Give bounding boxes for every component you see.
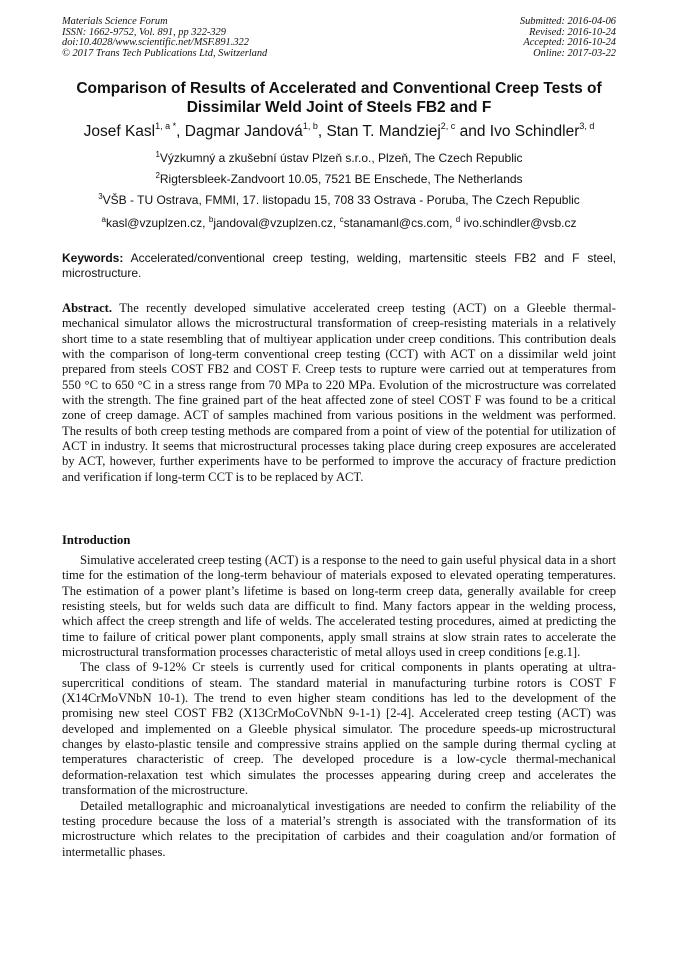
affiliation: [40, 193, 638, 207]
journal-name: Materials Science Forum: [62, 16, 168, 27]
date-revised: Revised: 2016-10-24: [529, 26, 616, 38]
journal-header-right: [520, 17, 616, 59]
email-link[interactable]: jandoval@vzuplzen.cz,: [213, 216, 340, 230]
intro-paragraph: Simulative accelerated creep testing (ACT) is a response to the need to gain useful physical data in a short time for the estimation of the long-term behaviour of materials exposed to elevated operating temperatures. The estimation of a power plant’s lifetime is based on long-term creep data, generally available for creep resisting steels, but for welds such data are difficult to find. Many factors appear in the welding process, which affect the creep strength and life of welds. The accelerated testing procedures, aimed at predicting the time to failure of critical power plant components, apply small strains at slow strain rates to accelerate the microstructural transformation processes characteristic of metal alloys used in creep conditions [e.g.1].: [62, 553, 616, 660]
intro-paragraph: Detailed metallographic and microanalytical investigations are needed to confirm the reliability of the testing procedure because the loss of a material’s strength is associated with the transformation of its microstructure which relates to the precipitation of carbides and their coagulation and/or formation of intermetallic phases.: [62, 798, 616, 859]
author-marker: 2, c: [440, 121, 456, 131]
journal-doi: doi:10.4028/www.scientific.net/MSF.891.322: [62, 37, 249, 49]
date-online: Online: 2017-03-22: [533, 47, 616, 59]
email-marker: c: [339, 215, 344, 224]
paper-title: Comparison of Results of Accelerated and Conventional Creep Tests of Dissimilar Weld Joint of Steels FB2 and F: [76, 80, 602, 116]
author-marker: 1, a *: [155, 121, 177, 131]
date-submitted: Submitted: 2016-04-06: [519, 16, 616, 27]
author-name: Stan T. Mandziej: [326, 123, 441, 140]
affiliation-marker: 3: [98, 192, 103, 201]
intro-paragraph: The class of 9-12% Cr steels is currently used for critical components in plants operating at ultra-supercritical conditions of steam. The standard material in manufacturing turbine rotors is COST F (X14CrMoVNbN 10-1). The trend to even higher steam conditions has led to the development of the promising new steel COST FB2 (X13CrMoCoVNbN 9-1-1) [2-4]. Accelerated creep testing (ACT) was developed and implemented on a Gleeble physical simulator. The procedure speeds-up microstructural changes by elasto-plastic tensile and compressive strains applied on the sample during thermal cycling at temperatures characteristic of creep. The developed procedure is a low-cycle thermal-mechanical deformation-relaxation test which simulates the processes appearing during creep and accelerates the transformation of the microstructure.: [62, 660, 616, 798]
date-accepted: Accepted: 2016-10-24: [523, 37, 616, 49]
keywords: [62, 251, 616, 280]
keywords-label: Keywords:: [62, 251, 124, 265]
affiliation-text: Výzkumný a zkušební ústav Plzeň s.r.o., Plzeň, The Czech Republic: [159, 151, 523, 165]
author-name: Josef Kasl: [83, 123, 156, 140]
author-separator: ,: [317, 123, 327, 140]
affiliation-marker: 2: [155, 171, 160, 180]
keywords-text: Accelerated/conventional creep testing, welding, martensitic steels FB2 and F steel, microstructure.: [62, 251, 616, 280]
author-marker: 1, b: [302, 121, 318, 131]
author-list: [40, 122, 638, 142]
email-marker: a: [101, 215, 106, 224]
author-separator: and: [455, 123, 490, 140]
email-link[interactable]: ivo.schindler@vsb.cz: [460, 216, 577, 230]
affiliation: [40, 172, 638, 186]
journal-issn: ISSN: 1662-9752, Vol. 891, pp 322-329: [62, 26, 226, 38]
abstract: [62, 301, 616, 485]
author-emails: [40, 216, 638, 230]
author-separator: ,: [176, 123, 185, 140]
affiliation: [40, 151, 638, 165]
email-link[interactable]: stanamanl@cs.com,: [343, 216, 456, 230]
email-link[interactable]: kasl@vzuplzen.cz,: [105, 216, 209, 230]
abstract-label: Abstract.: [62, 301, 113, 315]
affiliation-text: Rigtersbleek-Zandvoort 10.05, 7521 BE Enschede, The Netherlands: [159, 172, 523, 186]
affiliation-text: VŠB - TU Ostrava, FMMI, 17. listopadu 15, 708 33 Ostrava - Poruba, The Czech Republic: [102, 193, 580, 207]
abstract-text: The recently developed simulative accelerated creep testing (ACT) on a Gleeble thermal-mechanical simulator allows the microstructural transformation of creep-resisting materials in a relatively short time to a state resembling that of multiyear application under creep conditions. This contribution deals with the comparison of long-term conventional creep testing (CCT) with ACT on a dissimilar weld joint prepared from steels COST FB2 and COST F. Creep tests to rupture were carried out at temperatures from 550 °C to 650 °C in a stress range from 70 MPa to 220 MPa. Evolution of the microstructure was correlated with the strength. The fine grained part of the heat affected zone of steel COST F was found to be a critical zone of creep damage. ACT of samples machined from various positions in the weldment was performed. The results of both creep testing methods are compared from a point of view of the potential for utilization of ACT in industry. It seems that microstructural processes taking place during creep exposures are accelerated by ACT, however, further experiments have to be performed to improve the accuracy of fracture prediction and verification if long-term CCT is to be replaced by ACT.: [62, 301, 616, 484]
author-marker: 3, d: [579, 121, 595, 131]
email-marker: d: [455, 215, 461, 224]
affiliation-marker: 1: [155, 150, 160, 159]
email-marker: b: [208, 215, 214, 224]
journal-header-left: [62, 17, 267, 59]
author-name: Dagmar Jandová: [184, 123, 303, 140]
section-heading-introduction: Introduction: [62, 533, 131, 547]
journal-copyright: © 2017 Trans Tech Publications Ltd, Switzerland: [62, 47, 268, 59]
author-name: Ivo Schindler: [489, 123, 580, 140]
introduction-body: [62, 553, 616, 860]
